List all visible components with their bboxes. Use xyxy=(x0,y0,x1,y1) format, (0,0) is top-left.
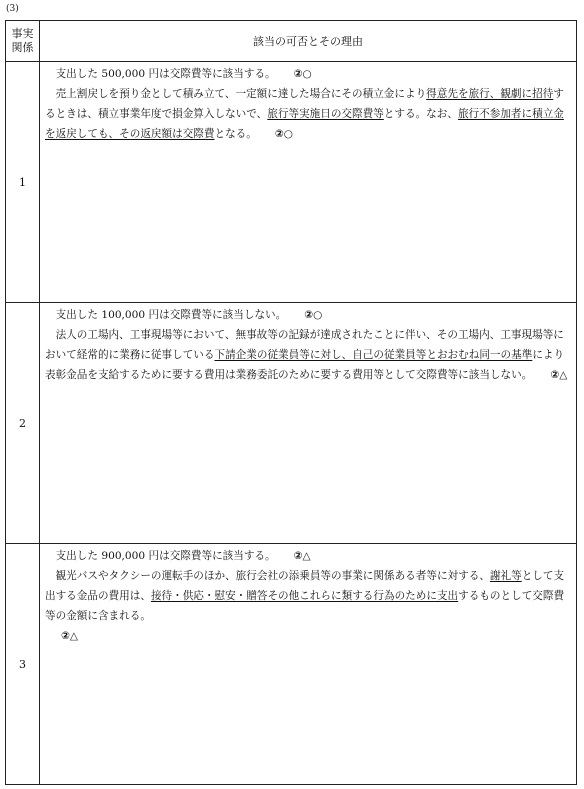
summary-text: 支出した 500,000 円は交際費等に該当する。 xyxy=(55,68,276,80)
table-row xyxy=(6,303,577,544)
row-answer xyxy=(40,303,577,544)
header-fact-line1: 事実 xyxy=(11,27,34,40)
answer-summary xyxy=(45,546,572,566)
reason-text: 観光バスやタクシーの運転手のほか、旅行会社の添乗員等の事業に関係ある者等に対する、 xyxy=(55,570,490,582)
underlined-keyword: 旅行不参加者に積立金を返戻しても、その返戻額は交際費 xyxy=(45,108,564,140)
table-row xyxy=(6,62,577,303)
reason-text: として支出する金品の費用は、 xyxy=(45,570,565,602)
section-label: (3) xyxy=(6,4,19,14)
underlined-keyword: 得意先を旅行、観劇に招待 xyxy=(426,88,554,100)
answer-reason xyxy=(45,84,572,144)
reason-text: となる。 xyxy=(214,128,257,140)
row-answer xyxy=(40,544,577,785)
table-row xyxy=(6,544,577,785)
score-mark: ②△ xyxy=(61,630,78,642)
reason-text: により表彰金品を支給するために要する費用は業務委託のために要する費用等として交際費等に該当しない。 xyxy=(45,349,565,381)
header-fact-column xyxy=(6,21,40,62)
reason-text: するものとして交際費等の金額に含まれる。 xyxy=(45,590,565,622)
table-header-row xyxy=(6,21,577,62)
header-reason-column: 該当の可否とその理由 xyxy=(40,21,577,62)
answer-reason xyxy=(45,325,572,385)
header-fact-line2: 関係 xyxy=(11,41,34,54)
reason-text: するときは、積立事業年度で損金算入しないで、 xyxy=(45,88,564,120)
summary-text: 支出した 900,000 円は交際費等に該当する。 xyxy=(55,550,276,562)
underlined-keyword: 下請企業の従業員等に対し、自己の従業員等とおおむね同一の基準 xyxy=(214,349,533,361)
score-mark: ②○ xyxy=(304,309,323,321)
answer-reason xyxy=(45,566,572,626)
row-number: 3 xyxy=(6,544,40,785)
score-mark: ②△ xyxy=(550,369,568,381)
reason-text: とする。なお、 xyxy=(383,108,458,120)
row-number: 2 xyxy=(6,303,40,544)
row-number: 1 xyxy=(6,62,40,303)
score-mark: ②○ xyxy=(274,128,293,140)
row-answer xyxy=(40,62,577,303)
answer-table xyxy=(5,20,577,785)
reason-text: 売上割戻しを預り金として積み立て、一定額に達した場合にその積立金により xyxy=(55,88,427,100)
answer-mark-line xyxy=(45,626,572,646)
reason-text: 法人の工場内、工事現場等において、無事故等の記録が達成されたことに伴い、その工場内、工事現場等において経常的に業務に従事している xyxy=(45,329,564,361)
summary-text: 支出した 100,000 円は交際費等に該当しない。 xyxy=(55,309,287,321)
score-mark: ②○ xyxy=(293,68,312,80)
answer-summary xyxy=(45,305,572,325)
answer-summary xyxy=(45,64,572,84)
underlined-keyword: 接待・供応・慰安・贈答その他これらに類する行為のために支出 xyxy=(150,590,459,602)
score-mark: ②△ xyxy=(293,550,311,562)
underlined-keyword: 謝礼等 xyxy=(489,570,522,582)
underlined-keyword: 旅行等実施日の交際費等 xyxy=(267,108,384,120)
